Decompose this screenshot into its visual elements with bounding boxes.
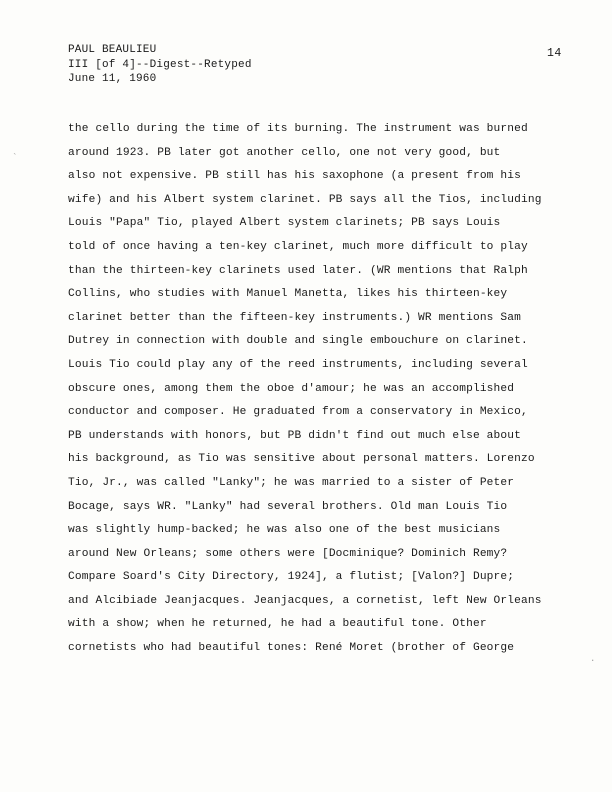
body-text [68,118,588,661]
body-line: Dutrey in connection with double and single embouchure on clarinet. [68,335,528,348]
body-line: around New Orleans; some others were [Docminique? Dominich Remy? [68,547,508,560]
body-line: PB understands with honors, but PB didn't find out much else about [68,429,521,442]
body-line: Louis "Papa" Tio, played Albert system clarinets; PB says Louis [68,217,501,230]
header-series-label: III [of 4]--Digest--Retyped [68,58,252,71]
body-line: told of once having a ten-key clarinet, much more difficult to play [68,240,528,253]
body-line: clarinet better than the fifteen-key instruments.) WR mentions Sam [68,311,521,324]
body-line: his background, as Tio was sensitive about personal matters. Lorenzo [68,453,535,466]
scan-speck: ` [12,153,18,163]
body-line: Bocage, says WR. "Lanky" had several brothers. Old man Louis Tio [68,500,508,513]
body-line: obscure ones, among them the oboe d'amour; he was an accomplished [68,382,515,395]
header-date: June 11, 1960 [68,73,157,85]
body-line: Compare Soard's City Directory, 1924], a flutist; [Valon?] Dupre; [68,571,515,584]
body-line: and Alcibiade Jeanjacques. Jeanjacques, a cornetist, left New Orleans [68,594,542,607]
body-line: than the thirteen-key clarinets used later. (WR mentions that Ralph [68,264,528,277]
header-subject-name: PAUL BEAULIEU [68,44,157,56]
body-line: with a show; when he returned, he had a beautiful tone. Other [68,618,487,631]
body-line: cornetists who had beautiful tones: René Moret (brother of George [68,642,515,655]
body-line: wife) and his Albert system clarinet. PB says all the Tios, including [68,193,542,206]
body-line: the cello during the time of its burning. The instrument was burned [68,123,528,135]
page-number: 14 [547,47,562,60]
scan-speck: · [590,656,596,666]
body-line: conductor and composer. He graduated from a conservatory in Mexico, [68,406,528,419]
body-line: Collins, who studies with Manuel Manetta, likes his thirteen-key [68,288,508,301]
body-line: Tio, Jr., was called "Lanky"; he was married to a sister of Peter [68,476,515,489]
body-line: Louis Tio could play any of the reed instruments, including several [68,358,528,371]
body-line: around 1923. PB later got another cello, one not very good, but [68,146,501,159]
document-header [68,43,252,87]
body-line: was slightly hump-backed; he was also one of the best musicians [68,524,501,537]
body-line: also not expensive. PB still has his saxophone (a present from his [68,170,521,183]
